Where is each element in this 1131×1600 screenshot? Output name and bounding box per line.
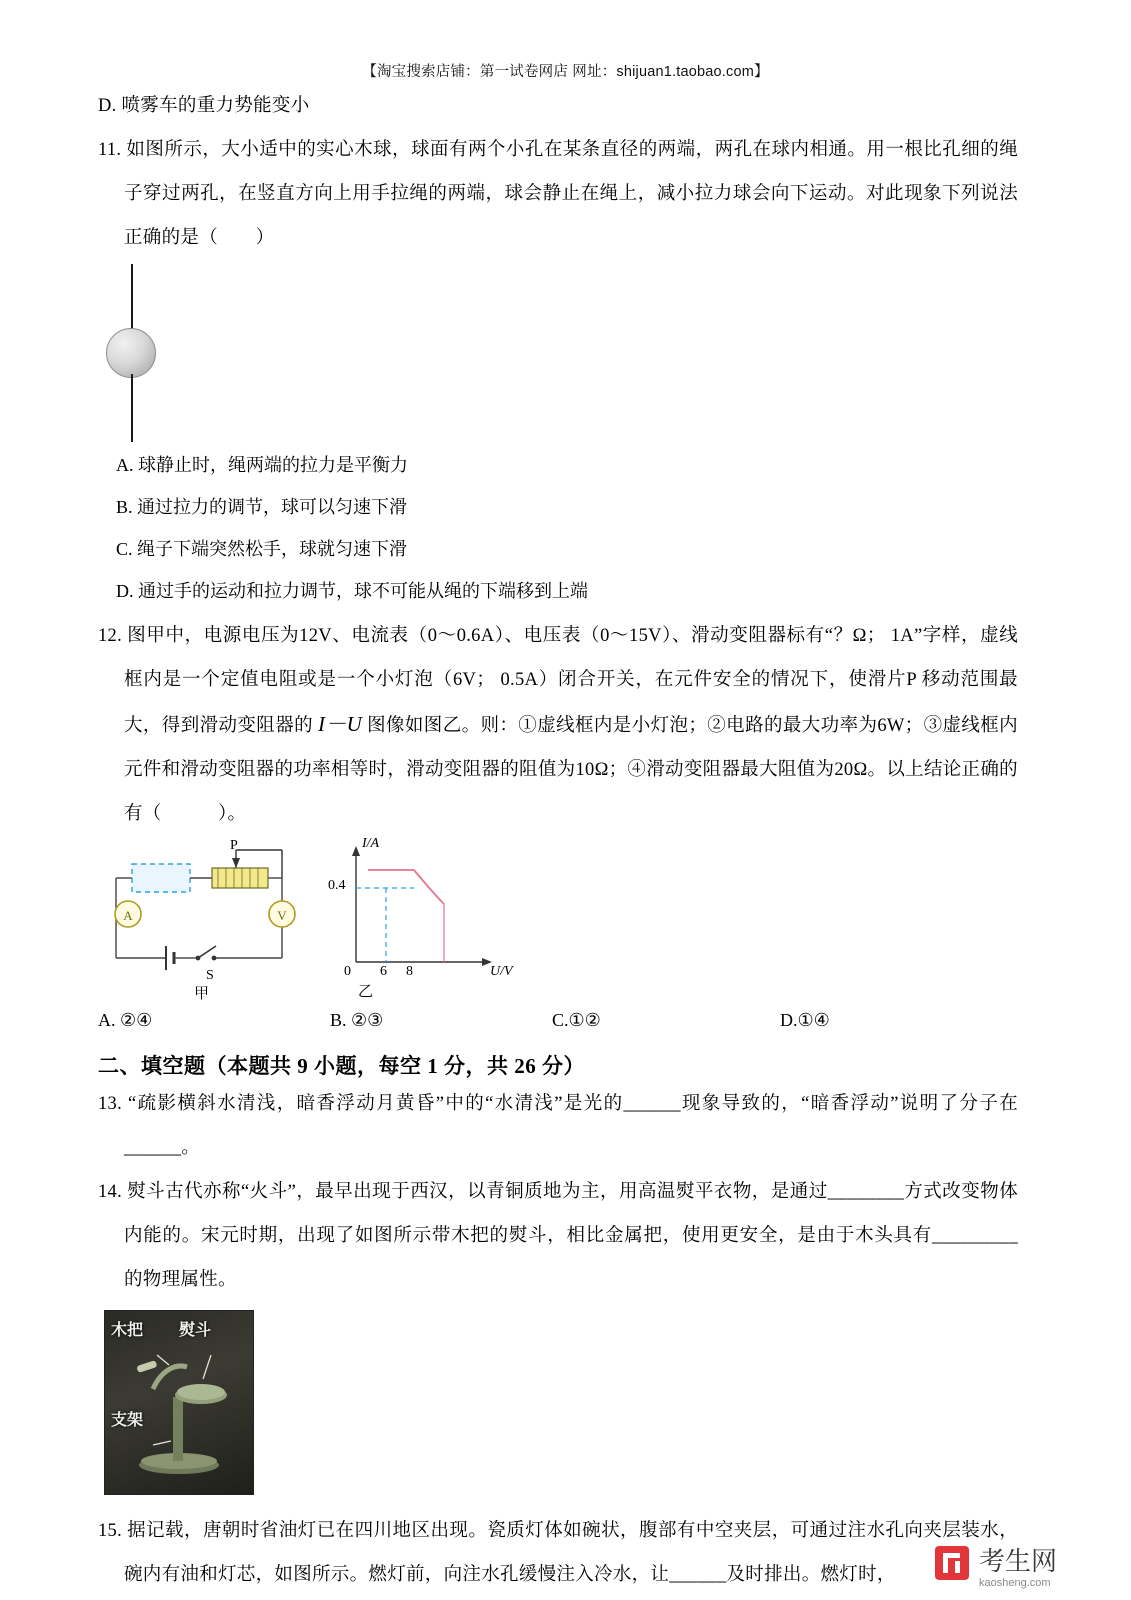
- question-15-stem: 15. 据记载，唐朝时省油灯已在四川地区出现。瓷质灯体如碗状，腹部有中空夹层，可通过注水孔向夹层装水，碗内有油和灯芯，如图所示。燃灯前，向注水孔缓慢注入冷水，让______及时排出。燃灯时，: [98, 1521, 1018, 1585]
- label-support: 支架: [111, 1412, 144, 1429]
- graph-x-tick-6: 6: [380, 964, 387, 979]
- watermark-logo: [933, 1536, 1113, 1592]
- question-12-stem: [98, 614, 1018, 836]
- question-11-stem: 11. 如图所示，大小适中的实心木球，球面有两个小孔在某条直径的两端，两孔在球内相通。用一根比孔细的绳子穿过两孔，在竖直方向上用手拉绳的两端，球会静止在绳上，减小拉力球会向下运动。对此现象下列说法正确的是（ ）: [98, 140, 1018, 248]
- page-content: [98, 84, 1018, 1597]
- question-11-option-a: A. 球静止时，绳两端的拉力是平衡力: [116, 455, 408, 475]
- circuit-diagram-svg: [106, 842, 526, 992]
- watermark-top: [0, 60, 1131, 81]
- graph-x-tick-8: 8: [406, 964, 413, 979]
- question-12-stem-part1: 12. 图甲中，电源电压为12V、电流表（0～0.6A）、电压表（0～15V）、滑动变阻器标有“？Ω； 1A”字样，虚线框内是一个定值电阻或是一个小灯泡（6V； 0.5A）闭合开关，在元件安全的情况下，使滑片P 移动范围最大，得到滑动变阻器的: [98, 626, 1018, 736]
- question-12-option-a: A. ②④: [98, 1010, 153, 1030]
- question-13-stem: 13. “疏影横斜水清浅，暗香浮动月黄昏”中的“水清浅”是光的______现象导致的，“暗香浮动”说明了分子在______。: [98, 1094, 1018, 1158]
- wooden-ball: [106, 328, 156, 378]
- question-12-option-c: C.①②: [552, 1010, 601, 1030]
- question-12-option-b: B. ②③: [330, 1010, 384, 1030]
- slider-label-p: P: [230, 838, 238, 853]
- question-12-options: [98, 1000, 1018, 1040]
- question-12-stem-part2: 图像如图乙。则：①虚线框内是小灯泡；②电路的最大功率为6W；③虚线框内元件和滑动变阻器的功率相等时，滑动变阻器的阻值为10Ω；④滑动变阻器最大阻值为20Ω。以上结论正确的有（ ）。: [124, 716, 1018, 824]
- svg-text:A: A: [123, 908, 133, 923]
- svg-text:V: V: [277, 908, 287, 923]
- figure-b-label: 乙: [358, 984, 374, 1000]
- figure-ancient-iron: [104, 1310, 254, 1495]
- figure-a-label: 甲: [194, 986, 210, 1002]
- switch-label-s: S: [206, 968, 214, 983]
- rope-lower-segment: [131, 374, 133, 442]
- question-12-iu-symbol: I－U: [318, 712, 363, 736]
- figure-ball-on-rope: [98, 264, 1018, 444]
- figure-circuit-and-graph: [106, 836, 1018, 1002]
- graph-y-axis-label: I/A: [362, 836, 380, 851]
- kaosheng-logo-svg: [933, 1536, 1113, 1592]
- graph-origin-label: 0: [344, 964, 351, 979]
- question-14-stem: 14. 熨斗古代亦称“火斗”，最早出现于西汉，以青铜质地为主，用高温熨平衣物，是通过________方式改变物体内能的。宋元时期，出现了如图所示带木把的熨斗，相比金属把，使用更安全，是由于木头具有_________的物理属性。: [98, 1182, 1018, 1290]
- section-2-title: 二、填空题（本题共 9 小题，每空 1 分，共 26 分）: [98, 1054, 585, 1078]
- label-iron: 熨斗: [179, 1322, 212, 1339]
- svg-text:考生网: 考生网: [979, 1546, 1058, 1576]
- question-10-option-d: D. 喷雾车的重力势能变小: [98, 96, 310, 116]
- question-11-option-b: B. 通过拉力的调节，球可以匀速下滑: [116, 497, 408, 517]
- graph-x-axis-label: U/V: [490, 964, 513, 979]
- question-11-option-d: D. 通过手的运动和拉力调节，球不可能从绳的下端移到上端: [116, 581, 588, 601]
- graph-y-tick-04: 0.4: [328, 878, 346, 893]
- question-11-option-c: C. 绳子下端突然松手，球就匀速下滑: [116, 539, 408, 559]
- watermark-top-text: 【淘宝搜索店铺：第一试卷网店 网址：shijuan1.taobao.com】: [362, 64, 769, 80]
- rope-upper-segment: [131, 264, 133, 332]
- question-12-option-d: D.①④: [780, 1010, 830, 1030]
- label-wooden-handle: 木把: [111, 1322, 144, 1339]
- svg-text:kaosheng.com: kaosheng.com: [979, 1577, 1051, 1589]
